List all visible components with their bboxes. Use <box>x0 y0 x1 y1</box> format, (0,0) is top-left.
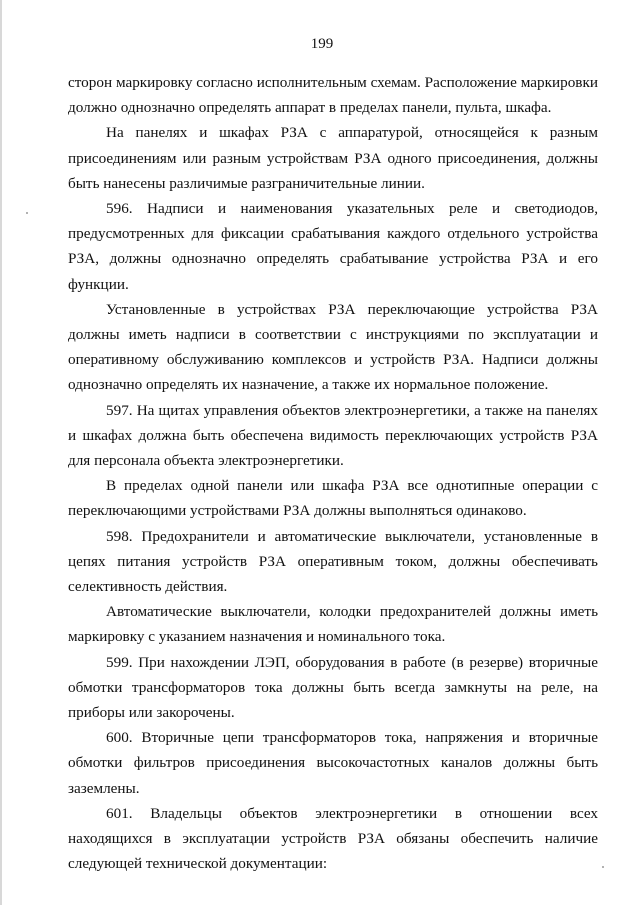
paragraph: В пределах одной панели или шкафа РЗА все однотипные операции с переключающими устройствами РЗА должны выполняться одинаково. <box>68 477 598 520</box>
paragraph-596: 596. Надписи и наименования указательных реле и светодиодов, предусмотренных для фиксации срабатывания каждого отдельного устройства РЗА, должны однозначно определять срабатывание устройства РЗА и его функции. <box>68 200 598 293</box>
paragraph-598: 598. Предохранители и автоматические выключатели, установленные в цепях питания устройств РЗА оперативным током, должны обеспечивать селективность действия. <box>68 527 598 596</box>
page-number: 199 <box>310 36 334 52</box>
paragraph: Автоматические выключатели, колодки предохранителей должны иметь маркировку с указанием назначения и номинального тока. <box>68 603 598 646</box>
paragraph-601: 601. Владельцы объектов электроэнергетики в отношении всех находящихся в эксплуатации устройств РЗА обязаны обеспечить наличие следующей технической документации: <box>68 804 598 873</box>
paragraph-continuation: сторон маркировку согласно исполнительным схемам. Расположение маркировки должно однозначно определять аппарат в пределах панели, пульта, шкафа. <box>68 74 598 117</box>
paragraph-599: 599. При нахождении ЛЭП, оборудования в работе (в резерве) вторичные обмотки трансформаторов тока должны быть всегда замкнуты на реле, на приборы или закорочены. <box>68 653 598 722</box>
paragraph-600: 600. Вторичные цепи трансформаторов тока, напряжения и вторичные обмотки фильтров присоединения высокочастотных каналов должны быть заземлены. <box>68 729 598 797</box>
scan-speck <box>26 212 28 214</box>
paragraph-597: 597. На щитах управления объектов электроэнергетики, а также на панелях и шкафах должна быть обеспечена видимость переключающих устройств РЗА для персонала объекта электроэнергетики. <box>68 401 598 470</box>
scan-speck <box>602 866 604 868</box>
page-body <box>68 70 598 877</box>
paragraph: На панелях и шкафах РЗА с аппаратурой, относящейся к разным присоединениям или разным устройствам РЗА одного присоединения, должны быть нанесены различимые разграничительные линии. <box>68 124 598 192</box>
paragraph: Установленные в устройствах РЗА переключающие устройства РЗА должны иметь надписи в соответствии с инструкциями по эксплуатации и оперативному обслуживанию комплексов и устройств РЗА. Надписи должны однозначно определять их назначение, а также их нормальное положение. <box>68 300 598 394</box>
